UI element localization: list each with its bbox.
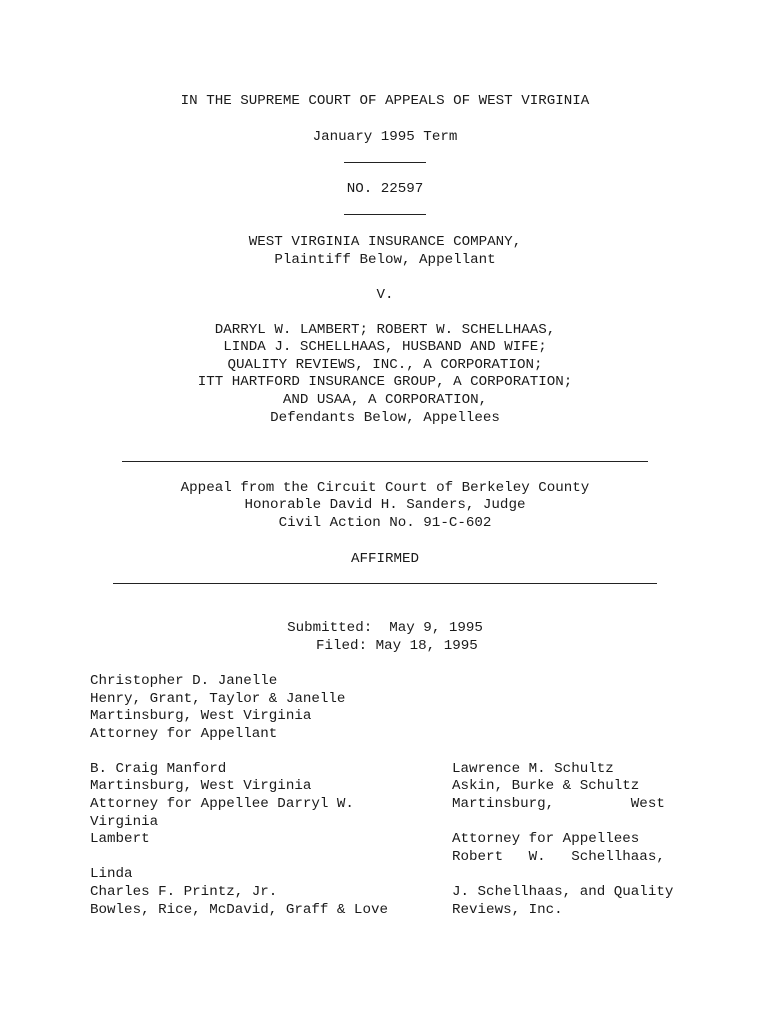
counsel-left-line: Lambert (90, 831, 150, 847)
long-rule-1 (122, 461, 648, 462)
counsel-appellant-line: Martinsburg, West Virginia (90, 708, 312, 724)
defendant-line: DARRYL W. LAMBERT; ROBERT W. SCHELLHAAS, (214, 322, 556, 338)
defendant-line: QUALITY REVIEWS, INC., A CORPORATION; (227, 357, 543, 373)
counsel-right-line: Lawrence M. Schultz (452, 761, 614, 777)
defendants-role: Defendants Below, Appellees (270, 410, 500, 426)
counsel-left-line: Charles F. Printz, Jr. (90, 884, 278, 900)
term: January 1995 Term (312, 129, 458, 145)
counsel-left-line: Attorney for Appellee Darryl W. (90, 796, 354, 812)
counsel-right-line: Attorney for Appellees (452, 831, 640, 847)
court-name: IN THE SUPREME COURT OF APPEALS OF WEST VIRGINIA (180, 93, 590, 109)
civil-action: Civil Action No. 91-C-602 (278, 515, 492, 531)
defendant-line: LINDA J. SCHELLHAAS, HUSBAND AND WIFE; (223, 339, 547, 355)
disposition: AFFIRMED (350, 551, 420, 567)
counsel-left-line: Linda (90, 866, 133, 882)
counsel-left-line: B. Craig Manford (90, 761, 227, 777)
counsel-appellant-line: Attorney for Appellant (90, 726, 278, 742)
appeal-judge: Honorable David H. Sanders, Judge (244, 497, 526, 513)
long-rule-2 (113, 583, 657, 584)
submitted-date: Submitted: May 9, 1995 (287, 620, 483, 636)
plaintiff-role: Plaintiff Below, Appellant (274, 252, 496, 268)
filed-date: Filed: May 18, 1995 (316, 638, 478, 654)
counsel-appellant-line: Henry, Grant, Taylor & Janelle (90, 691, 346, 707)
defendant-line: AND USAA, A CORPORATION, (282, 392, 488, 408)
counsel-left-line: Martinsburg, West Virginia (90, 778, 312, 794)
plaintiff-name: WEST VIRGINIA INSURANCE COMPANY, (248, 234, 522, 250)
counsel-appellant-line: Christopher D. Janelle (90, 673, 278, 689)
counsel-right-line: Askin, Burke & Schultz (452, 778, 640, 794)
counsel-right-line: Reviews, Inc. (452, 902, 563, 918)
docket-number: NO. 22597 (346, 181, 424, 197)
counsel-left-line: Virginia (90, 814, 159, 830)
defendant-line: ITT HARTFORD INSURANCE GROUP, A CORPORATION; (197, 374, 573, 390)
short-rule-1 (344, 162, 426, 163)
appeal-from: Appeal from the Circuit Court of Berkeley County (180, 480, 590, 496)
counsel-right-line: J. Schellhaas, and Quality (452, 884, 674, 900)
versus: V. (376, 287, 394, 303)
counsel-right-line: Robert W. Schellhaas, (452, 849, 665, 865)
counsel-left-line: Bowles, Rice, McDavid, Graff & Love (90, 902, 388, 918)
short-rule-2 (344, 214, 426, 215)
counsel-right-line: Martinsburg, West (452, 796, 665, 812)
